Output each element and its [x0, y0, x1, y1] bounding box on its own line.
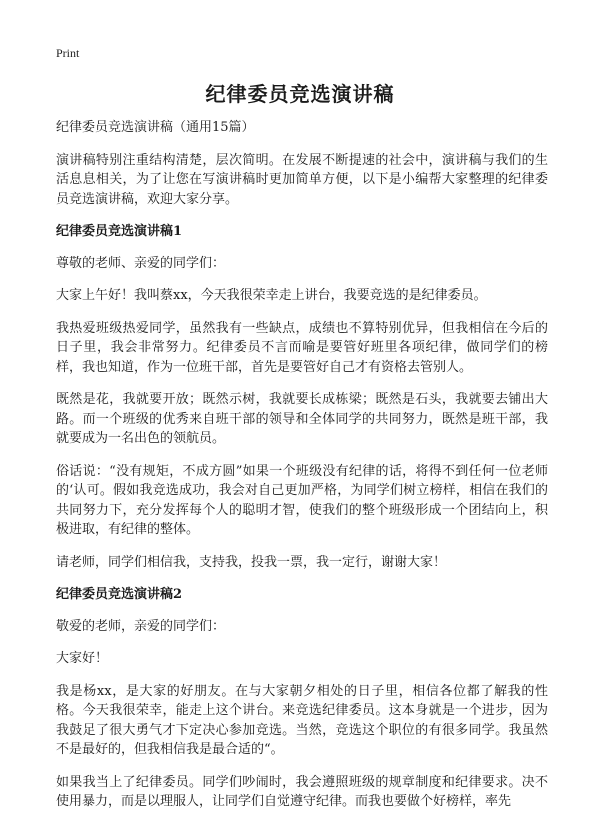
print-link[interactable]: Print — [56, 46, 80, 60]
paragraph: 如果我当上了纪律委员。同学们吵闹时，我会遵照班级的规章制度和纪律要求。决不使用暴力，而是以理服人，让同学们自觉遵守纪律。而我也要做个好榜样，率先 — [56, 774, 548, 809]
paragraph: 我是杨xx，是大家的好朋友。在与大家朝夕相处的日子里，相信各位都了解我的性格。今天我很荣幸，能走上这个讲台。来竞选纪律委员。这本身就是一个进步，因为我鼓足了很大勇气才下定决心参加竞选。当然，竞选这个职位的有很多同学。我虽然不是最好的，但我相信我是最合适的“。 — [56, 683, 548, 757]
paragraph: 大家好！ — [56, 651, 109, 666]
paragraph: 大家上午好！我叫蔡xx，今天我很荣幸走上讲台，我要竞选的是纪律委员。 — [56, 288, 487, 303]
section-heading-1: 纪律委员竞选演讲稿1 — [56, 224, 183, 239]
subtitle: 纪律委员竞选演讲稿（通用15篇） — [56, 120, 255, 135]
section-heading-2: 纪律委员竞选演讲稿2 — [56, 587, 183, 602]
paragraph: 我热爱班级热爱同学，虽然我有一些缺点，成绩也不算特别优异，但我相信在今后的日子里，我会非常努力。纪律委员不言而喻是要管好班里各项纪律，做同学们的榜样，我也知道，作为一位班干部，首先是要管好自己才有资格去管别人。 — [56, 320, 548, 375]
document-title: 纪律委员竞选演讲稿 — [205, 82, 395, 106]
paragraph: 请老师，同学们相信我，支持我，投我一票，我一定行，谢谢大家！ — [56, 554, 447, 570]
paragraph: 俗话说：“没有规矩，不成方圆”如果一个班级没有纪律的话，将得不到任何一位老师的‘认可。假如我竞选成功，我会对自己更加严格，为同学们树立榜样，相信在我们的共同努力下，充分发挥每个人的聪明才智，使我们的整个班级形成一个团结向上，积极进取，有纪律的整体。 — [56, 463, 548, 537]
intro-paragraph: 演讲稿特别注重结构清楚，层次简明。在发展不断提速的社会中，演讲稿与我们的生活息息相关，为了让您在写演讲稿时更加简单方便，以下是小编帮大家整理的纪律委员竞选演讲稿，欢迎大家分享。 — [56, 152, 548, 207]
paragraph: 尊敬的老师、亲爱的同学们： — [56, 255, 226, 271]
paragraph: 既然是花，我就要开放；既然示树，我就要长成栋梁；既然是石头，我就要去铺出大路。而一个班级的优秀来自班干部的领导和全体同学的共同努力，既然是班干部，我就要成为一名出色的领航员。 — [56, 392, 548, 446]
paragraph: 敬爱的老师，亲爱的同学们： — [56, 618, 226, 634]
document-body — [56, 118, 548, 825]
